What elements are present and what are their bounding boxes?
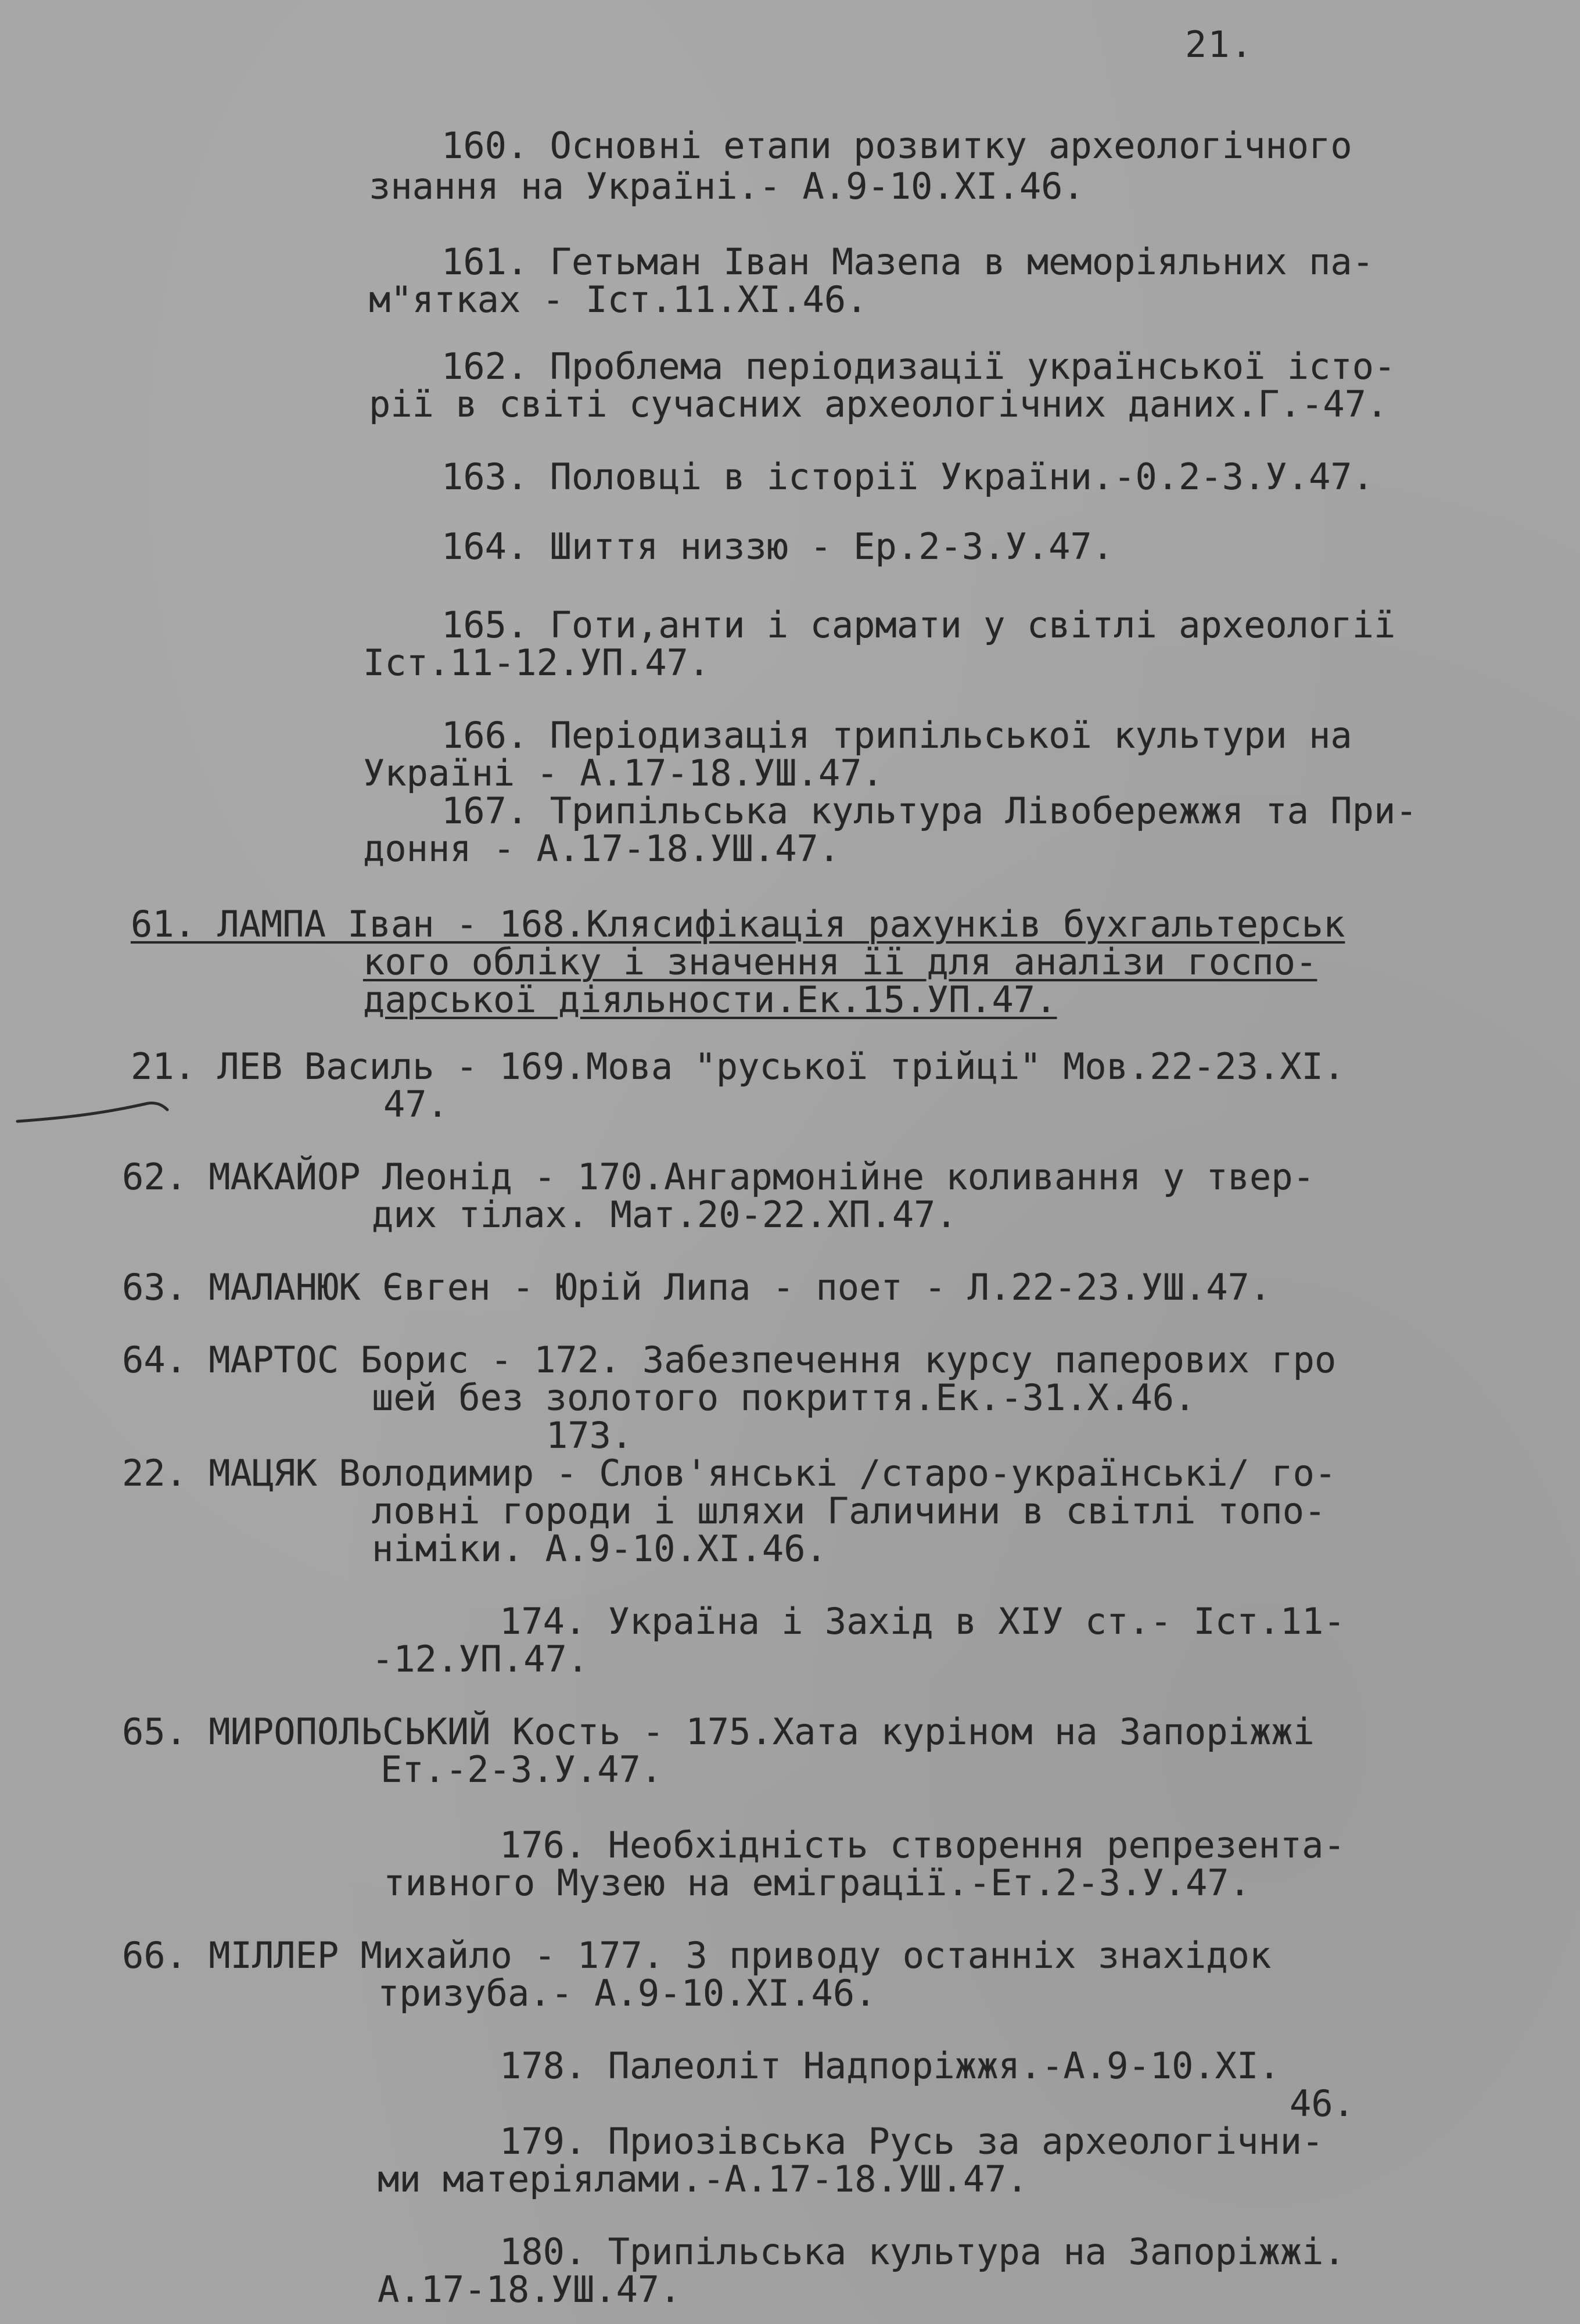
entry-line: 22. МАЦЯК Володимир - Слов'янські /старо-українські/ го- bbox=[122, 1452, 1337, 1494]
entry-line: 163. Половці в історії України.-0.2-3.У.47. bbox=[441, 456, 1374, 498]
entry-line: 46. bbox=[1290, 2082, 1355, 2125]
entry-line: 162. Проблема періодизації української істо- bbox=[441, 345, 1396, 388]
entry-line: рії в світі сучасних археологічних даних.Г.-47. bbox=[369, 383, 1388, 425]
entry-line: А.17-18.УШ.47. bbox=[378, 2268, 681, 2311]
entry-line: 164. Шиття низзю - Ер.2-3.У.47. bbox=[441, 525, 1114, 568]
entry-line: доння - А.17-18.УШ.47. bbox=[363, 827, 841, 870]
entry-line: 178. Палеоліт Надпоріжжя.-А.9-10.XI. bbox=[500, 2045, 1280, 2087]
entry-line: 61. ЛАМПА Іван - 168.Клясифікація рахунків бухгальтерськ bbox=[131, 903, 1345, 945]
entry-line: 63. МАЛАНЮК Євген - Юрій Липа - поет - Л.22-23.УШ.47. bbox=[122, 1266, 1272, 1308]
entry-line: 66. МІЛЛЕР Михайло - 177. З приводу останніх знахідок bbox=[122, 1934, 1272, 1977]
entry-line: кого обліку і значення її для аналізи госпо- bbox=[363, 941, 1317, 983]
margin-pencil-mark bbox=[12, 1086, 186, 1133]
entry-line: дарської діяльности.Ек.15.УП.47. bbox=[363, 978, 1057, 1021]
entry-line: 179. Приозівська Русь за археологічни- bbox=[500, 2120, 1324, 2162]
entry-line: м"ятках - Іст.11.XI.46. bbox=[369, 278, 868, 321]
entry-line: 21. ЛЕВ Василь - 169.Мова "руської трійці" Мов.22-23.XI. bbox=[131, 1045, 1345, 1088]
entry-line: Україні - А.17-18.УШ.47. bbox=[363, 752, 884, 794]
entry-line: Іст.11-12.УП.47. bbox=[363, 641, 710, 684]
entry-line: 47. bbox=[383, 1083, 448, 1125]
entry-line: 174. Україна і Захід в XIУ ст.- Іст.11- bbox=[500, 1600, 1345, 1642]
entry-line: 62. МАКАЙОР Леонід - 170.Ангармонійне коливання у твер- bbox=[122, 1156, 1315, 1198]
entry-line: знання на Україні.- А.9-10.XI.46. bbox=[369, 165, 1085, 207]
entry-line: 180. Трипільська культура на Запоріжжі. bbox=[500, 2230, 1345, 2273]
entry-line: 165. Готи,анти і сармати у світлі археології bbox=[441, 604, 1396, 646]
entry-line: -12.УП.47. bbox=[372, 1638, 589, 1680]
entry-line: німіки. А.9-10.XI.46. bbox=[372, 1527, 827, 1570]
entry-line: 160. Основні етапи розвитку археологічного bbox=[441, 124, 1352, 167]
entry-line: тивного Музею на еміграції.-Ет.2-3.У.47. bbox=[383, 1862, 1251, 1904]
entry-line: 167. Трипільська культура Лівобережжя та При- bbox=[441, 790, 1417, 832]
entry-number: 173. bbox=[546, 1414, 633, 1457]
page-number: 21. bbox=[1185, 23, 1254, 66]
entry-line: 176. Необхідність створення репрезента- bbox=[500, 1824, 1345, 1866]
entry-line: 161. Гетьман Іван Мазепа в меморіяльних па- bbox=[441, 241, 1374, 283]
entry-line: тризуба.- А.9-10.XI.46. bbox=[378, 1972, 877, 2014]
entry-line: 65. МИРОПОЛЬСЬКИЙ Кость - 175.Хата куріном на Запоріжжі bbox=[122, 1710, 1315, 1753]
entry-line: ми матеріялами.-А.17-18.УШ.47. bbox=[378, 2158, 1028, 2200]
entry-line: 166. Періодизація трипільської культури на bbox=[441, 714, 1352, 756]
entry-line: шей без золотого покриття.Ек.-31.X.46. bbox=[372, 1376, 1196, 1419]
entry-line: дих тілах. Мат.20-22.ХП.47. bbox=[372, 1193, 957, 1236]
entry-line: 64. МАРТОС Борис - 172. Забезпечення курсу паперових гро bbox=[122, 1339, 1337, 1381]
entry-line: Ет.-2-3.У.47. bbox=[380, 1748, 663, 1791]
entry-line: ловні городи і шляхи Галичини в світлі топо- bbox=[372, 1490, 1326, 1532]
